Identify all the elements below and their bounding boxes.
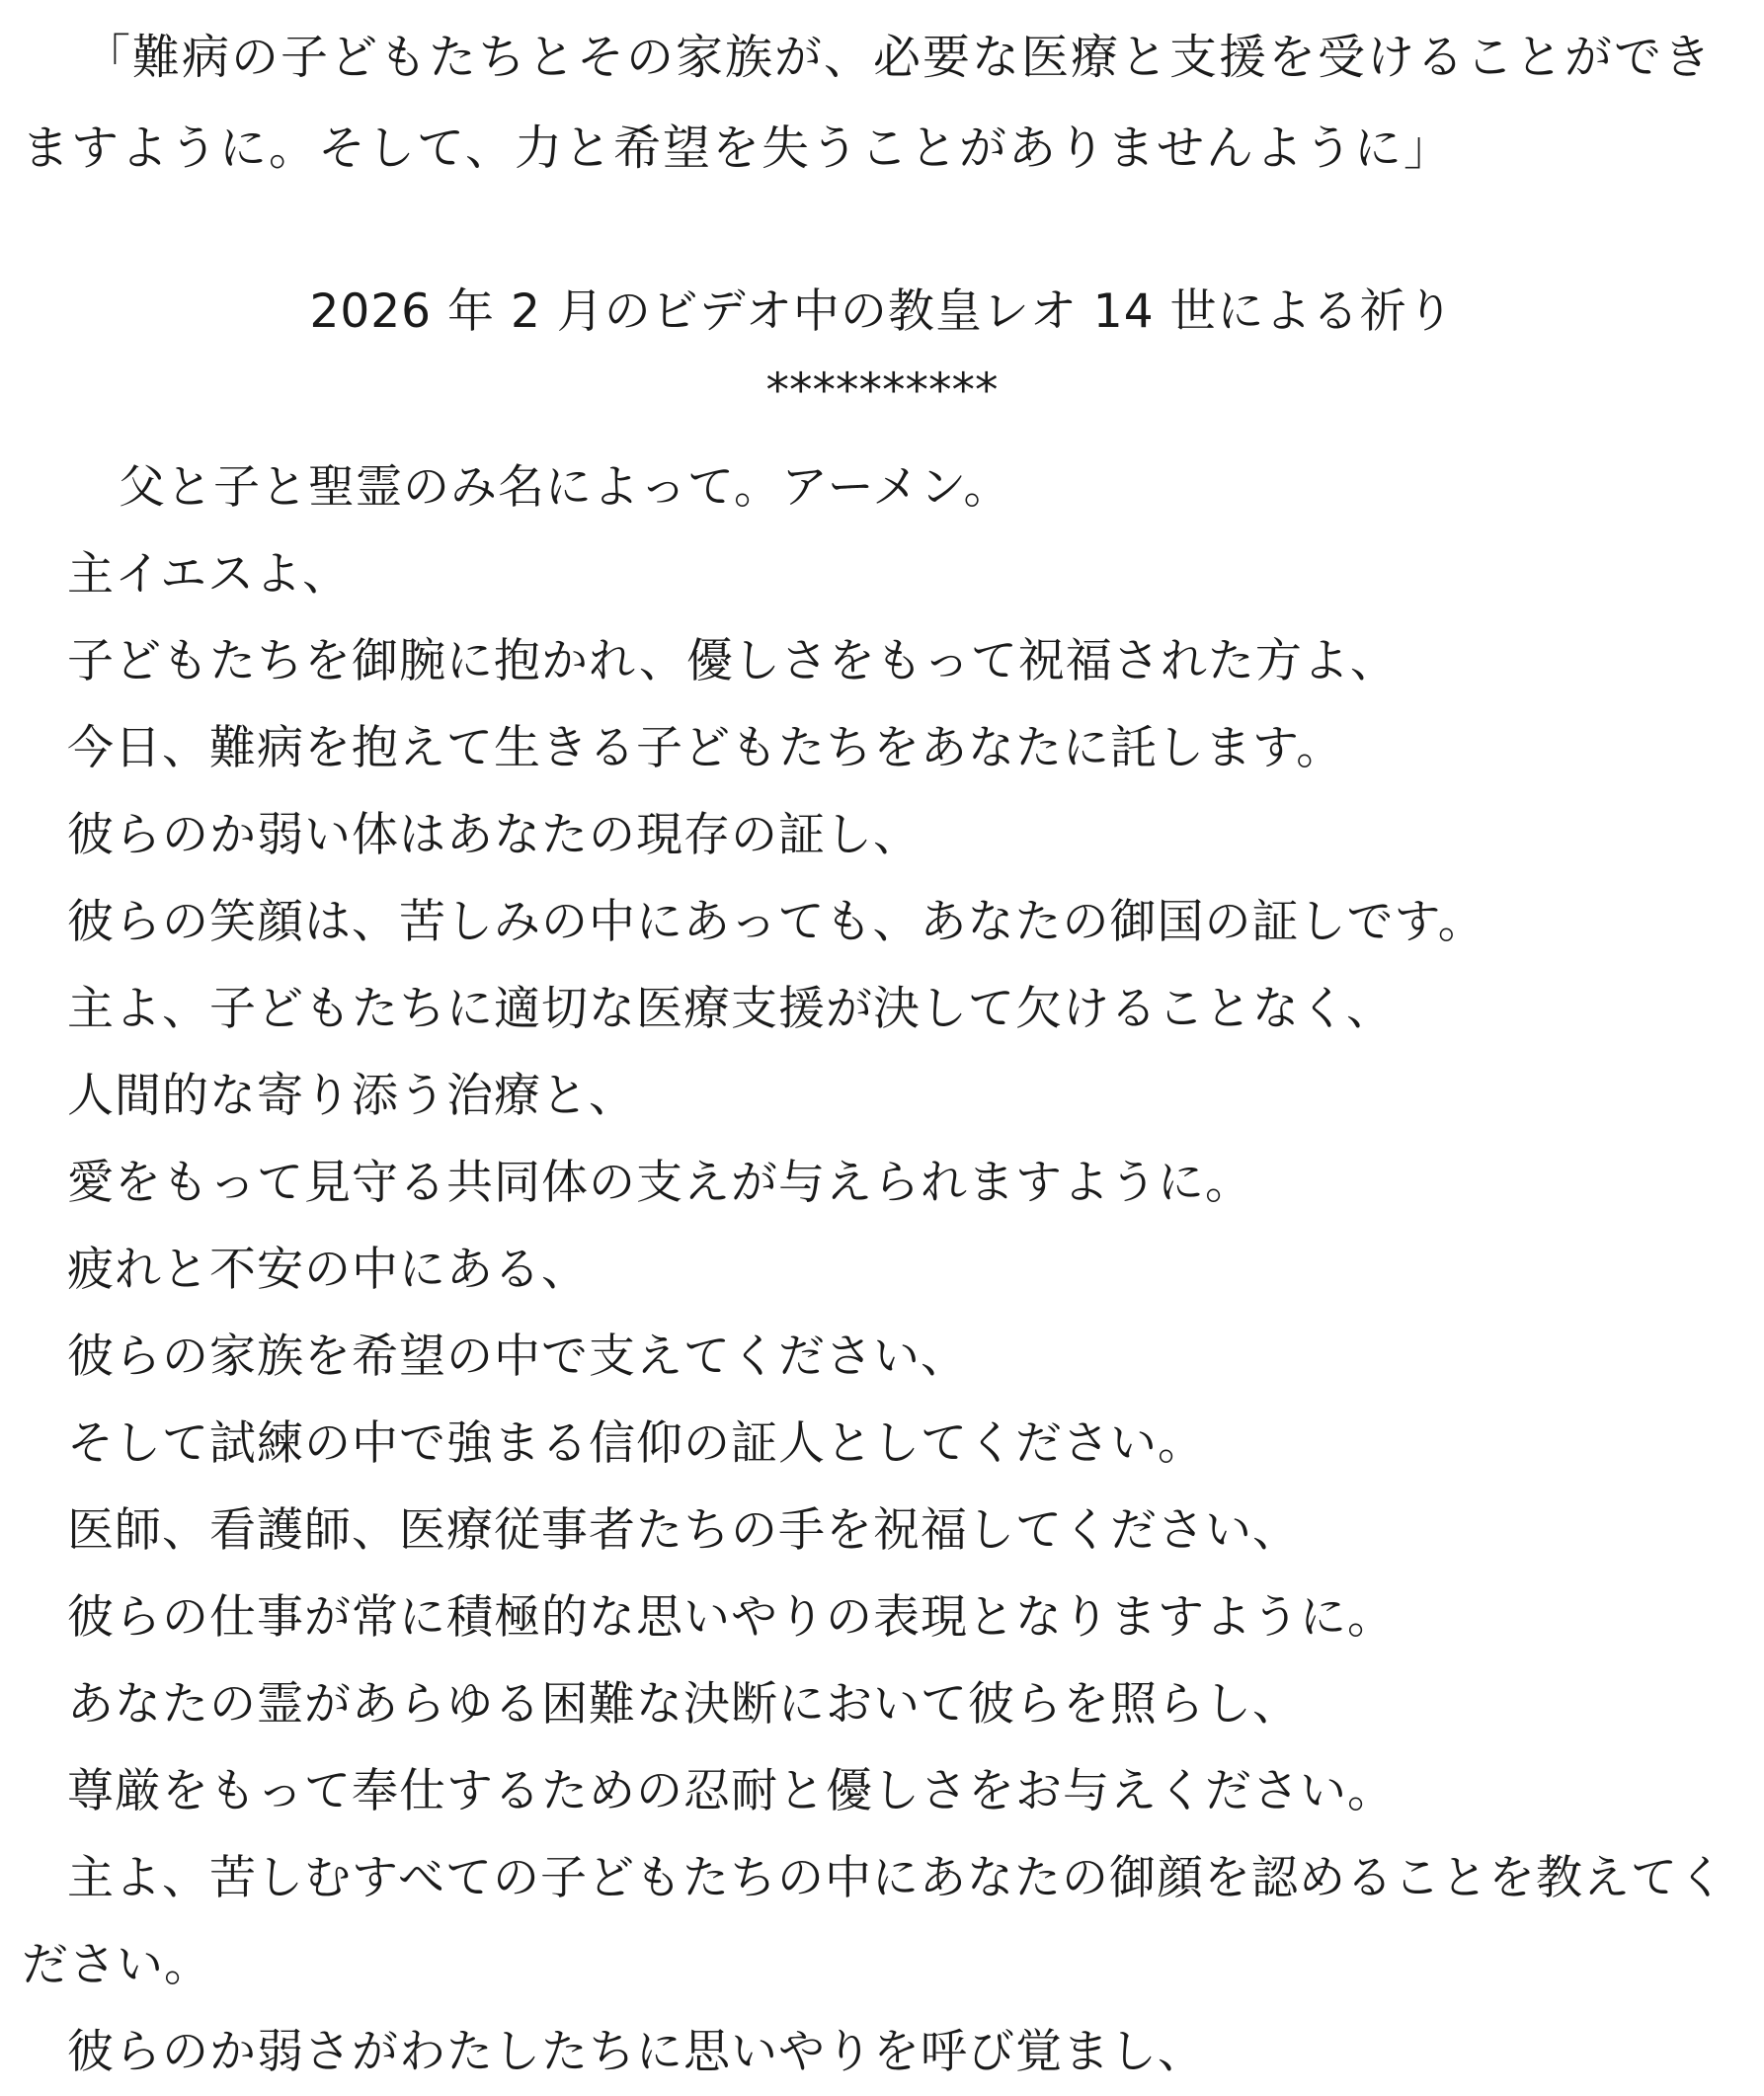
prayer-line: 彼らの笑顔は、苦しみの中にあっても、あなたの御国の証しです。 — [67, 895, 1485, 949]
prayer-line: 愛をもって見守る共同体の支えが与えられますように。 — [67, 1156, 1252, 1210]
prayer-text — [22, 444, 1750, 2096]
prayer-line: 医師、看護師、医療従事者たちの手を祝福してください、 — [67, 1503, 1300, 1558]
prayer-line: 人間的な寄り添う治療と、 — [67, 1069, 636, 1123]
prayer-line: 彼らの仕事が常に積極的な思いやりの表現となりますように。 — [67, 1590, 1395, 1645]
prayer-line: 主よ、苦しむすべての子どもたちの中にあなたの御顔を認めることを教えてください。 — [22, 1851, 1726, 1992]
prayer-line: そして試練の中で強まる信仰の証人としてください。 — [67, 1416, 1205, 1471]
prayer-line: 今日、難病を抱えて生きる子どもたちをあなたに託します。 — [67, 721, 1344, 775]
prayer-line: 主よ、子どもたちに適切な医療支援が決して欠けることなく、 — [67, 982, 1395, 1036]
prayer-title: 2026 年 2 月のビデオ中の教皇レオ 14 世による祈り — [309, 284, 1455, 339]
section-separator: ********** — [765, 363, 999, 418]
prayer-line: あなたの霊があらゆる困難な決断において彼らを照らし、 — [67, 1677, 1300, 1732]
intro-paragraph: 「難病の子どもたちとその家族が、必要な医療と支援を受けることができますように。そして、力と希望を失うことがありませんように」 — [22, 30, 1714, 176]
prayer-line: 彼らのか弱さがわたしたちに思いやりを呼び覚まし、 — [67, 2025, 1205, 2079]
prayer-line: 子どもたちを御腕に抱かれ、優しさをもって祝福された方よ、 — [67, 634, 1398, 688]
prayer-line: 彼らの家族を希望の中で支えてください、 — [67, 1330, 968, 1384]
prayer-line: 疲れと不安の中にある、 — [67, 1243, 589, 1297]
prayer-line: 父と子と聖霊のみ名によって。アーメン。 — [119, 460, 1011, 515]
prayer-line: 彼らのか弱い体はあなたの現存の証し、 — [67, 808, 921, 862]
prayer-line: 主イエスよ、 — [67, 547, 351, 602]
prayer-line: 尊厳をもって奉仕するための忍耐と優しさをお与えください。 — [67, 1764, 1395, 1818]
